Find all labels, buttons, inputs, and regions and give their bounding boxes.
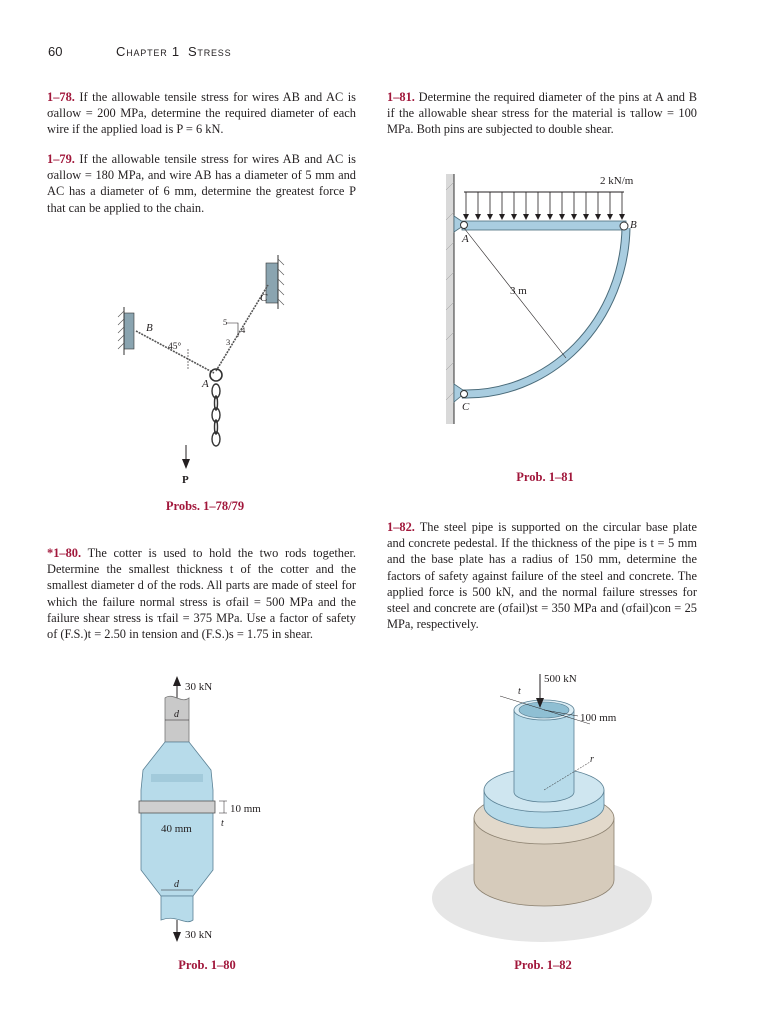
label-width: 40 mm <box>161 823 192 835</box>
figure-pipe-pedestal <box>430 670 670 950</box>
chapter-label: Chapter 1 <box>116 44 180 59</box>
caption-probs-1-78-79: Probs. 1–78/79 <box>165 499 245 513</box>
label-A: A <box>202 378 209 390</box>
label-bottom-force: 30 kN <box>185 929 213 941</box>
problem-text: The cotter is used to hold the two rods together. Determine the smallest thickness t of the cotter and the smallest diameter d of the rods. All parts are made of steel for which the failure normal stress is σfail = 500 MPa and the failure shear stress is τfail = 375 MPa. Use a factor of safety of (F.S.)t = 2.50 in tension and (F.S.)s = 1.75 in shear. <box>47 546 356 642</box>
running-header <box>48 44 231 59</box>
label-angle: 45° <box>168 342 182 352</box>
label-r: r <box>590 754 594 765</box>
label-radius: 100 mm <box>580 712 617 724</box>
figure-curved-member <box>440 170 660 430</box>
figure-wires-chain <box>110 245 300 485</box>
label-C: C <box>462 401 470 413</box>
beam-AB <box>462 221 626 230</box>
page-number: 60 <box>48 44 63 59</box>
label-d-bottom: d <box>174 879 179 890</box>
problem-1-79 <box>47 151 356 216</box>
wire-AB <box>136 331 214 373</box>
label-radius: 3 m <box>510 285 527 297</box>
problem-number: 1–79. <box>47 152 75 166</box>
problem-number: 1–82. <box>387 520 415 534</box>
caption-prob-1-80: Prob. 1–80 <box>178 958 236 972</box>
chain <box>212 384 220 446</box>
problem-1-81 <box>387 89 697 138</box>
label-B: B <box>146 322 153 334</box>
label-d-top: d <box>174 709 179 720</box>
label-slope-3: 3 <box>226 337 231 347</box>
problem-number: 1–81. <box>387 90 415 104</box>
problem-1-80 <box>47 545 356 642</box>
steel-pipe <box>514 710 574 802</box>
label-top-force: 30 kN <box>185 681 213 693</box>
problem-1-78 <box>47 89 356 138</box>
label-t: t <box>221 818 224 829</box>
caption-prob-1-81: Prob. 1–81 <box>516 470 574 484</box>
label-A: A <box>462 233 469 245</box>
label-load: 2 kN/m <box>600 175 634 187</box>
label-P: P <box>182 474 189 486</box>
bottom-rod <box>161 896 193 922</box>
socket-body <box>141 742 213 896</box>
chapter-title: Stress <box>187 44 232 59</box>
problem-number: *1–80. <box>47 546 82 560</box>
label-slope-5: 5 <box>223 317 228 327</box>
label-B: B <box>630 219 637 231</box>
label-slope-4: 4 <box>241 325 246 335</box>
caption-prob-1-82: Prob. 1–82 <box>514 958 572 972</box>
cotter <box>139 801 215 813</box>
label-t: t <box>518 686 521 697</box>
problem-text: Determine the required diameter of the pins at A and B if the allowable shear stress for the material is τallow = 100 MPa. Both pins are subjected to double shear. <box>387 90 697 137</box>
problem-text: The steel pipe is supported on the circular base plate and concrete pedestal. If the thickness of the pipe is t = 5 mm and the base plate has a radius of 150 mm, determine the factors of safety against failure of the steel and concrete. The applied force is 500 kN, and the normal failure stresses for steel and concrete are (σfail)st = 350 MPa and (σfail)con = 25 MPa, respectively. <box>387 520 697 632</box>
label-C: C <box>260 292 268 304</box>
problem-text: If the allowable tensile stress for wires AB and AC is σallow = 180 MPa, and wire AB has a diameter of 5 mm and AC has a diameter of 6 mm, determine the greatest force P that can be applied to the chain. <box>47 152 356 215</box>
label-force: 500 kN <box>544 673 577 685</box>
figure-cotter-rods <box>125 670 285 950</box>
label-height: 10 mm <box>230 803 261 815</box>
problem-number: 1–78. <box>47 90 75 104</box>
problem-text: If the allowable tensile stress for wires AB and AC is σallow = 200 MPa, determine the required diameter of each wire if the applied load is P = 6 kN. <box>47 90 356 137</box>
problem-1-82 <box>387 519 697 632</box>
